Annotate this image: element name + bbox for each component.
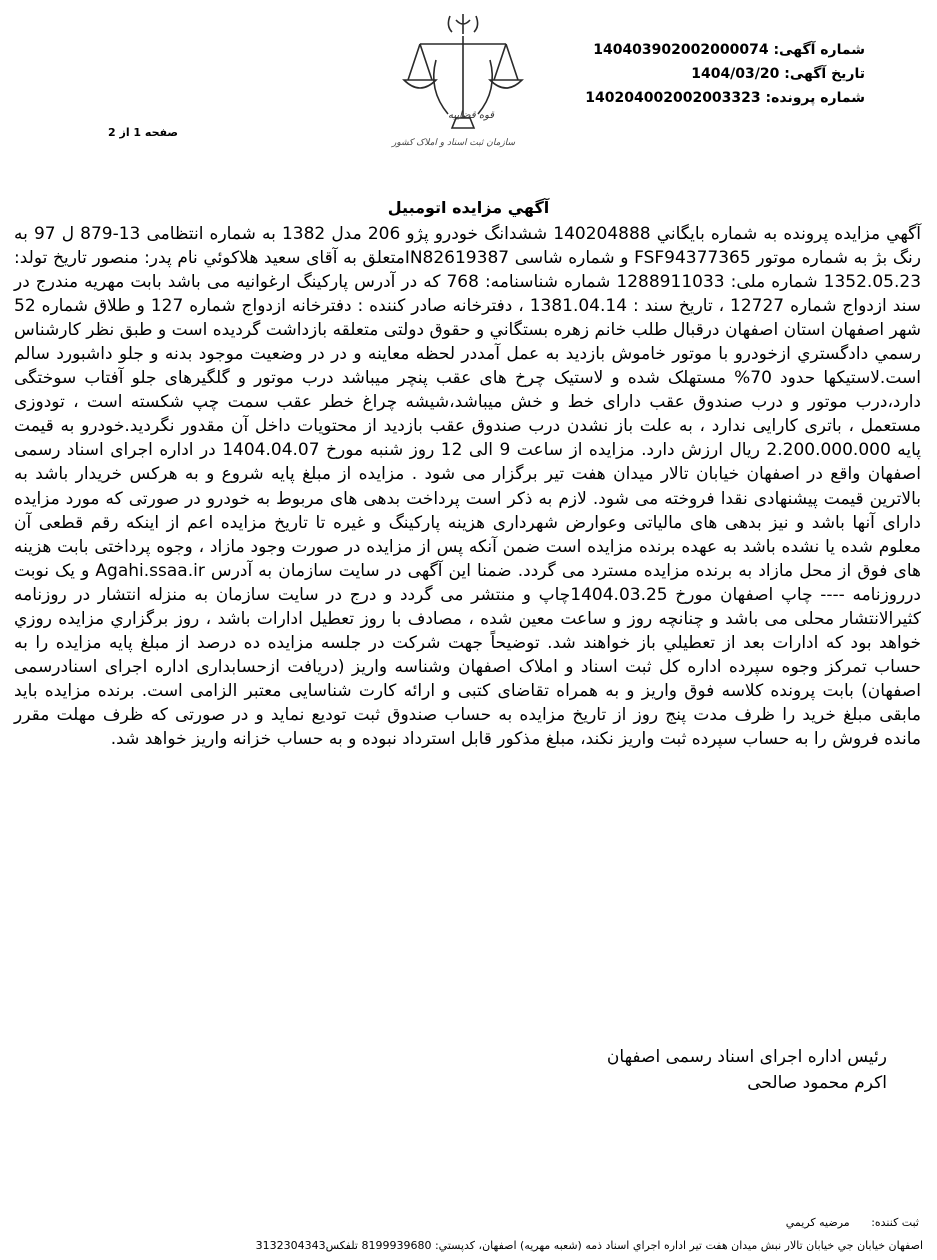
- page-indicator: صفحه 1 از 2: [108, 126, 179, 139]
- ad-number-label: شماره آگهی:: [773, 42, 865, 58]
- ad-metadata: [585, 38, 865, 110]
- signature-block: [607, 1044, 887, 1096]
- signer-position: رئيس اداره اجرای اسناد رسمی اصفهان: [606, 1047, 887, 1067]
- ad-number-row: [585, 38, 865, 62]
- page-title: آگهي مزايده اتومبيل: [387, 198, 550, 217]
- judiciary-emblem: [388, 10, 538, 160]
- emblem-caption-organization: سازمان ثبت اسناد و املاک کشور: [392, 138, 516, 148]
- ad-date: 1404/03/20: [691, 66, 780, 82]
- ad-date-label: تاریخ آگهی:: [784, 66, 865, 82]
- emblem-caption-judiciary: قوه قضاییه: [448, 110, 495, 121]
- registrar-name: مرضيه کريمي: [785, 1216, 850, 1229]
- registrar-line: [786, 1216, 919, 1229]
- case-number-label: شماره پرونده:: [765, 90, 865, 106]
- ad-number: 140403902002000074: [593, 42, 769, 58]
- footer-address: اصفهان خيابان جي خيابان تالار نبش ميدان هفت تير اداره اجراي اسناد ذمه (شعبه مهريه) اصفهان، کدپستي: 8199939680 تلفکس3132304343: [255, 1239, 923, 1252]
- case-number: 140204002002003323: [585, 90, 761, 106]
- notice-paragraph: آگهي مزايده پرونده به شماره بايگاني 140204888 ششدانگ خودرو پژو 206 مدل 1382 به شماره انتظامی 13-879 ل 97 به رنگ بژ به شماره موتور FSF94377365 و شماره شاسی IN82619387متعلق به آقای سعید هلاکوئي نام پدر: منصور تاريخ تولد: 1352.05.23 شماره ملی: 1288911033 شماره شناسنامه: 768 که در آدرس پارکینگ ارغوانیه می باشد بابت مهریه مندرج در سند ازدواج شماره 12727 ، تاریخ سند : 1381.04.14 ، دفترخانه صادر کننده : دفترخانه ازدواج شماره 127 و طلاق شماره 52 شهر اصفهان استان اصفهان درقبال طلب خانم زهره بستگاني و حقوق دولتی متعلقه بازداشت گرديده است و طبق نظر کارشناس رسمي دادگستري ازخودرو با موتور خاموش بازدید به عمل آمددر لحظه معاینه و در در وضعیت موجود بدنه و جلو داشبورد سالم است.لاستیکها حدود 70% مستهلک شده و لاستیک چرخ های عقب پنچر میباشد درب موتور و گلگیرهای جلو آفتاب سوختگی دارد،درب موتور و درب صندوق عقب دارای خط و خش میباشد،شیشه چراغ خطر عقب سمت چپ شکسته است ، تودوزی مستعمل ، باتری کارایی ندارد ، به علت باز نشدن درب صندوق عقب بازدید از محتویات داخل آن مقدور نگردید.خودرو به قیمت پایه 2.200.000.000 ريال ارزش دارد. مزايده از ساعت 9 الی 12 روز شنبه مورخ 1404.04.07 در اداره اجرای اسناد رسمی اصفهان واقع در اصفهان خيابان تالار ميدان هفت تير برگزار می شود . مزايده از مبلغ پايه شروع و به هرکس خريدار باشد به بالاترين قيمت پيشنهادی نقدا فروخته می شود. لازم به ذکر است پرداخت بدهی های مربوط به خودرو در صورتی که مورد مزايده دارای آنها باشد و نیز بدهی های مالیاتی وعوارض شهرداری هزینه پارکینگ و غیره تا تاریخ مزایده اعم از اینکه رقم قطعی آن معلوم شده یا نشده باشد به عهده برنده مزایده است ضمن آنکه پس از مزایده در صورت وجود مازاد ، وجوه پرداختی بابت هزینه های فوق از محل مازاد به برنده مزایده مسترد می گردد. ضمنا این آگهی در سایت سازمان به آدرس Agahi.ssaa.ir و یک نوبت درروزنامه ---- چاپ اصفهان مورخ 1404.03.25چاپ و منتشر می گردد و درج در سایت سازمان به منزله انتشار در روزنامه کثيرالانتشار محلی می باشد و چنانچه روز و ساعت معين شده ، مصادف با روز تعطيل ادارات باشد ، روز برگزاري مزايده روزي خواهد بود که ادارات بعد از تعطيلي باز خواهند شد. توضیحاً جهت شرکت در جلسه مزایده ده درصد از مبلغ پایه مزایده را به حساب تمرکز وجوه سپرده اداره کل ثبت اسناد و املاک اصفهان وشناسه واریز (دریافت ازحسابداری اداره اجرای اسنادرسمی اصفهان) بابت پرونده کلاسه فوق واریز و به همراه تقاضای کتبی و ارائه کارت شناسایی معتبر الزامی است. برنده مزایده باید مابقی مبلغ خرید را ظرف مدت پنج روز از تاریخ مزایده به حساب صندوق ثبت تودیع نماید و در صورتی که ظرف مهلت مقرر مانده فروش را به حساب سپرده ثبت واریز نکند، مبلغ مذکور قابل استرداد نبوده و به حساب خزانه واریز خواهد شد.: [14, 224, 922, 749]
- signer-name: اکرم محمود صالحی: [747, 1073, 887, 1093]
- ad-date-row: [585, 62, 865, 86]
- case-number-row: [585, 86, 865, 110]
- registrar-label: ثبت کننده:: [871, 1216, 919, 1229]
- auction-notice-body: [14, 222, 921, 751]
